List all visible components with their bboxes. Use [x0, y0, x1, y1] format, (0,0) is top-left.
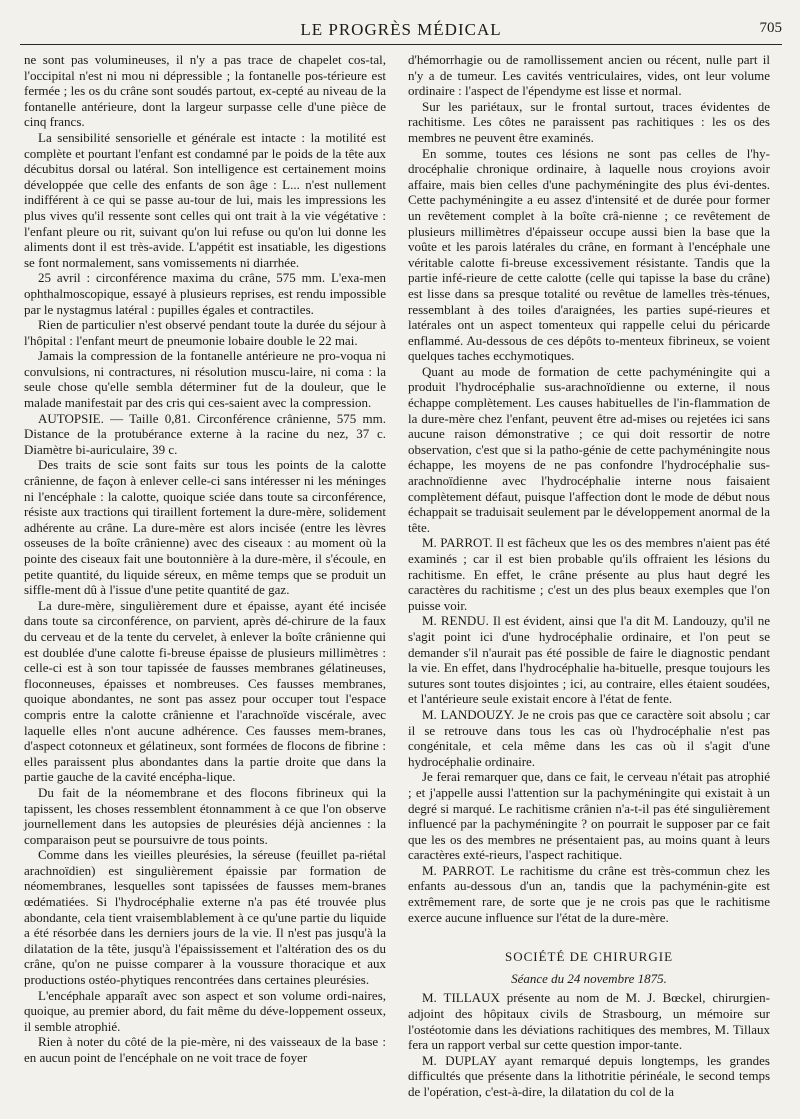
paragraph: d'hémorrhagie ou de ramollissement ancien ou récent, nulle part il n'y a de tumeur. Les cavités ventriculaires, vides, ont leur volume ordinaire : l'aspect de l'épendyme est lisse et normal.	[408, 52, 770, 99]
section-subtitle: Séance du 24 novembre 1875.	[511, 970, 667, 986]
right-column	[408, 52, 770, 1100]
paragraph: Du fait de la néomembrane et des flocons fibrineux qui la tapissent, les choses ressemblent étonnamment à ce que l'on observe journellement dans les autopsies de pleurésies déjà anciennes : la comparaison peut se poursuivre de tous points.	[24, 784, 386, 847]
paragraph: Rien de particulier n'est observé pendant toute la durée du séjour à l'hôpital : l'enfant meurt de pneumonie lobaire double le 22 mai.	[24, 317, 386, 348]
paragraph: Comme dans les vieilles pleurésies, la séreuse (feuillet pa-riétal arachnoïdien) est singulièrement épaissie par formation de néomembranes, lesquelles sont tapissées de fausses mem-branes œdématiées. Si l'hydrocéphalie externe n'a pas été trouvée plus abondante, cela tient vraisemblablement à ce qu'une partie du liquide a été résorbée dans les derniers jours de la vie. Il n'est pas jusqu'à la dilatation de la tête, jusqu'à l'épaississement et l'altération des os du crâne, qu'on ne puisse comparer à la voussure thoracique et aux productions ostéo-phytiques rencontrées dans certaines pleurésies.	[24, 847, 386, 988]
paragraph: M. PARROT. Le rachitisme du crâne est très-commun chez les enfants au-dessous d'un an, tandis que la pachyménin-gite est extrêmement rare, de sorte que je ne crois pas que le rachitisme exerce aucune influence sur l'état de la dure-mère.	[408, 862, 770, 925]
journal-title: LE PROGRÈS MÉDICAL	[300, 20, 502, 39]
paragraph: ne sont pas volumineuses, il n'y a pas trace de chapelet cos-tal, l'occipital n'est ni mou ni dépressible ; la fontanelle pos-térieure est fermée ; les os du crâne sont soudés partout, ex-cepté au niveau de la fontanelle antérieure, dont la largeur surpasse celle d'une pièce de cinq francs.	[24, 52, 386, 130]
paragraph: 25 avril : circonférence maxima du crâne, 575 mm. L'exa-men ophthalmoscopique, essayé à plusieurs reprises, est rendu impossible par le nystagmus latéral : pupilles égales et contractiles.	[24, 270, 386, 317]
paragraph: Je ferai remarquer que, dans ce fait, le cerveau n'était pas atrophié ; et j'appelle aussi l'attention sur la pachyméningite qui existait à un degré si marqué. Le rachitisme crânien n'a-t-il pas été singulièrement influencé par la pachyméningite ? on pourrait le supposer par ce fait que les os des membres ne présentaient pas, au moins quant à leurs caractères exté-rieurs, l'aspect rachitique.	[408, 769, 770, 863]
paragraph: M. PARROT. Il est fâcheux que les os des membres n'aient pas été examinés ; car il est bien probable qu'ils offraient les lésions du rachitisme. En effet, le crâne présente au plus haut degré les caractères du rachitisme ; c'est un des plus beaux exemples que l'on puisse voir.	[408, 535, 770, 613]
paragraph: M. RENDU. Il est évident, ainsi que l'a dit M. Landouzy, qu'il ne s'agit point ici d'une hydrocéphalie ordinaire, et l'on peut se demander s'il n'aurait pas été possible de faire le diagnostic pendant la vie. En effet, dans l'hydrocéphalie ha-bituelle, presque toujours les sutures sont toutes disjointes ; ici, au contraire, elles étaient soudées, et l'antérieure seule existait encore à l'état de fente.	[408, 613, 770, 707]
paragraph: Des traits de scie sont faits sur tous les points de la calotte crânienne, de façon à enlever celle-ci sans intéresser ni les méninges ni l'encéphale : la calotte, quoique sciée dans toute sa circonférence, résiste aux tractions qui tiraillent fortement la dure-mère, solidement adhérente au crâne. La dure-mère est alors incisée (entre les lèvres osseuses de la boîte crânienne) avec des ciseaux : au moment où la pointe des ciseaux fait une boutonnière à la dure-mère, il s'écoule, en petite quantité, du liquide séreux, en même temps que se produit un siffle-ment dû à l'issue d'une petite quantité de gaz.	[24, 457, 386, 598]
paragraph: AUTOPSIE. — Taille 0,81. Circonférence crânienne, 575 mm. Distance de la protubérance externe à la racine du nez, 37 c. Diamètre bi-auriculaire, 39 c.	[24, 410, 386, 457]
paragraph: Sur les pariétaux, sur le frontal surtout, traces évidentes de rachitisme. Les côtes ne paraissent pas rachitiques : les os des membres ne peuvent être examinés.	[408, 98, 770, 145]
paragraph: L'encéphale apparaît avec son aspect et son volume ordi-naires, quoique, au premier abord, du fait même du déve-loppement osseux, il semble atrophié.	[24, 987, 386, 1034]
paragraph: Rien à noter du côté de la pie-mère, ni des vaisseaux de la base : en aucun point de l'encéphale on ne voit trace de foyer	[24, 1034, 386, 1065]
page-header	[20, 18, 782, 45]
paragraph: En somme, toutes ces lésions ne sont pas celles de l'hy-drocéphalie chronique ordinaire, à laquelle nous croyions avoir affaire, mais bien celles d'une pachyméningite des plus évi-dentes. Cette pachyméningite a eu assez d'intensité et de durée pour former un revêtement complet à la boîte crâ-nienne ; ce revêtement de plusieurs millimètres d'épaisseur occupe aussi bien la base que la voûte et les parois latérales du crâne, en formant à l'encéphale une véritable calotte fi-breuse excessivement résistante. Tandis que la partie infé-rieure de cette calotte (celle qui tapisse la base du crâne) est lisse dans sa presque totalité ou revêtue de lamelles très-ténues, ressemblant à des toiles d'araignées, les parties supé-rieures et latérales ont un aspect tomenteux qui rappelle celui du péricarde enflammé. Au-dessous de ces dépôts to-menteux fibrineux, se voient quelques taches ecchymotiques.	[408, 145, 770, 364]
paragraph: La sensibilité sensorielle et générale est intacte : la motilité est complète et pourtant l'enfant est condamné par le poids de la tête aux décubitus dorsal ou latéral. Son intelligence est certainement moins développée que celle des enfants de son âge : L... n'est nullement indifférent à ce qui se passe au-tour de lui, mais les impressions les plus vives qu'il ressente sont celles qui ont trait à la vie végétative : l'enfant pleure ou rit, suivant qu'on lui refuse ou qu'on lui donne les aliments dont il est très-avide. L'appétit est insatiable, les digestions se font normalement, sans vomissements ni diarrhée.	[24, 129, 386, 270]
page-number: 705	[759, 20, 782, 36]
paragraph: Jamais la compression de la fontanelle antérieure ne pro-voqua ni convulsions, ni contractures, ni résolution muscu-laire, ni coma : la seule chose qu'elle sembla déterminer fut de la douleur, que le malade manifestait par des cris qui ces-saient avec la compression.	[24, 348, 386, 411]
paragraph: M. TILLAUX présente au nom de M. J. Bœckel, chirurgien-adjoint des hôpitaux civils de Strasbourg, un mémoire sur l'ostéotomie dans les déviations rachitiques des membres, M. Tillaux fera un rapport verbal sur cette question impor-tante.	[408, 990, 770, 1053]
left-column	[24, 52, 386, 1066]
paragraph: La dure-mère, singulièrement dure et épaisse, ayant été incisée dans toute sa circonférence, on parvient, après dé-chirure de la faux du cerveau et de la tente du cervelet, à enlever la boîte crânienne qui est doublée d'une calotte fi-breuse épaisse de plusieurs millimètres : celle-ci est à son tour tapissée de fausses membranes gélatineuses, floconneuses, épaisses et nombreuses. Ces fausses membranes, quoique abondantes, ne sont pas assez pour occuper tout l'espace compris entre la calotte crânienne et l'arachnoïde viscérale, avec laquelle elles n'ont aucune adhérence. Ces fausses mem-branes, d'aspect cotonneux et gélatineux, sont formées de flocons de fibrine : elles paraissent plus abondantes dans la partie droite que dans la partie gauche de la cavité encépha-lique.	[24, 597, 386, 785]
paragraph: Quant au mode de formation de cette pachyméningite qui a produit l'hydrocéphalie sus-arachnoïdienne ou externe, il nous échappe complètement. Les causes habituelles de l'in-flammation de la dure-mère chez l'enfant, peuvent être ad-mises ou rejetées ici sans aucune raison démonstrative ; ce qui doit ressortir de notre observation, c'est que si la patho-génie de cette pachyméningite nous échappe, les moyens de ne pas confondre l'hydrocéphalie sus-arachnoïdienne avec l'hydrocéphalie interne nous faisaient complètement défaut, puisque l'affection dont le mode de début nous échappait se traduisait seulement par le développement anormal de la tête.	[408, 363, 770, 535]
paragraph: M. LANDOUZY. Je ne crois pas que ce caractère soit absolu ; car il se retrouve dans tous les cas où l'hydrocéphalie n'est pas congénitale, et cela même dans les cas où il s'agit d'une hydrocéphalie ordinaire.	[408, 706, 770, 769]
section-title: SOCIÉTÉ DE CHIRURGIE	[504, 949, 674, 965]
paragraph: M. DUPLAY ayant remarqué depuis longtemps, les grandes difficultés que présente dans la lithotritie périnéale, le second temps de l'opération, c'est-à-dire, la dilatation du col de la	[408, 1052, 770, 1099]
